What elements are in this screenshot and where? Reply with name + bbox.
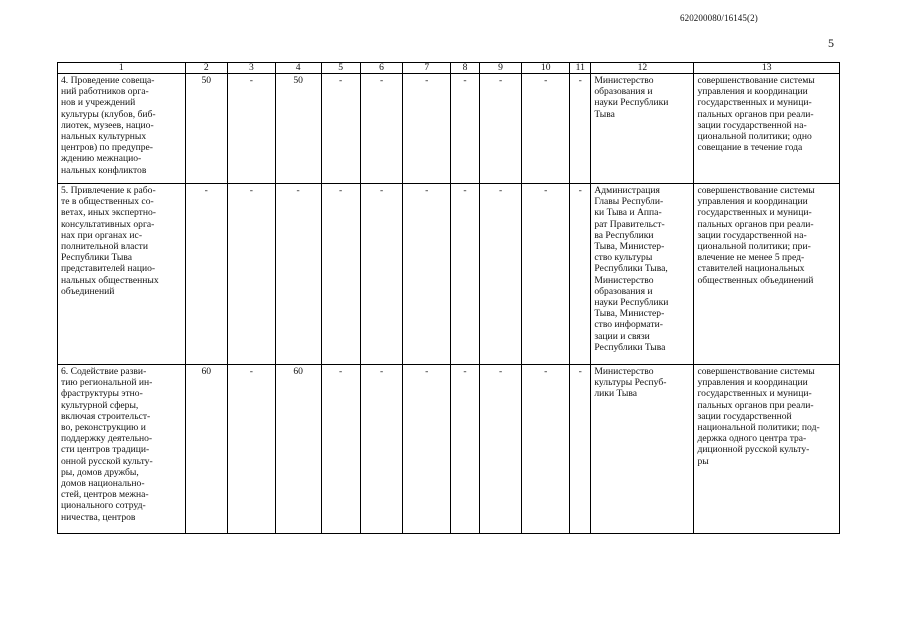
column-header: 6	[360, 63, 403, 74]
activity-cell: 6. Содействие разви- тию региональной ин- фраструктуры этно- культурной сферы, включая строительст- во, реконструкцию и поддержку деятельно- сти центров традици- онной русской культу- ры, домов дружбы, домов национально- стей, центров межна- ционального сотруд- ничества, центров	[58, 365, 186, 534]
responsible-cell: Администрация Главы Республи- ки Тыва и Аппа- рат Правительст- ва Республики Тыва, Министер- ство культуры Республики Тыва, Министерство образования и науки Республики Тыва, Министер- ство информати- зации и связи Республики Тыва	[591, 184, 694, 365]
column-header: 12	[591, 63, 694, 74]
activity-cell: 4. Проведение совеща- ний работников орга- нов и учреждений культуры (клубов, биб- лиотек, музеев, нацио- нальных культурных центров) по предупре- ждению межнацио- нальных конфликтов	[58, 74, 186, 184]
column-header: 2	[185, 63, 228, 74]
value-cell: 50	[185, 74, 228, 184]
result-cell: совершенствование системы управления и координации государственных и муници- пальных органов при реали- зации государственной на- циональной политики; одно совещание в течение года	[694, 74, 840, 184]
column-header: 1	[58, 63, 186, 74]
value-cell: -	[522, 365, 570, 534]
result-cell: совершенствование системы управления и координации государственных и муници- пальных органов при реали- зации государственной на- циональной политики; при- влечение не менее 5 пред- ставителей национальных общественных объединений	[694, 184, 840, 365]
value-cell: -	[451, 184, 480, 365]
value-cell: -	[403, 74, 451, 184]
value-cell: -	[479, 365, 522, 534]
page-number: 5	[828, 36, 834, 50]
column-header: 3	[228, 63, 276, 74]
column-header: 10	[522, 63, 570, 74]
value-cell: -	[451, 74, 480, 184]
value-cell: -	[403, 365, 451, 534]
table-header-row	[58, 63, 840, 74]
responsible-cell: Министерство образования и науки Республики Тыва	[591, 74, 694, 184]
column-header: 13	[694, 63, 840, 74]
value-cell: -	[321, 184, 360, 365]
table-row	[58, 365, 840, 534]
value-cell: 60	[185, 365, 228, 534]
value-cell: -	[451, 365, 480, 534]
column-header: 11	[570, 63, 591, 74]
value-cell: -	[360, 74, 403, 184]
value-cell: -	[360, 365, 403, 534]
value-cell: -	[570, 74, 591, 184]
table-row	[58, 184, 840, 365]
value-cell: -	[228, 365, 276, 534]
value-cell: 60	[275, 365, 321, 534]
column-header: 7	[403, 63, 451, 74]
value-cell: -	[321, 74, 360, 184]
column-header: 5	[321, 63, 360, 74]
column-header: 4	[275, 63, 321, 74]
activity-cell: 5. Привлечение к рабо- те в общественных со- ветах, иных экспертно- консультативных орга- нах при органах ис- полнительной власти Республики Тыва представителей нацио- нальных общественных объединений	[58, 184, 186, 365]
value-cell: -	[360, 184, 403, 365]
value-cell: -	[228, 184, 276, 365]
result-cell: совершенствование системы управления и координации государственных и муници- пальных органов при реали- зации государственной национальной политики; под- держка одного центра тра- диционной русской культу- ры	[694, 365, 840, 534]
value-cell: 50	[275, 74, 321, 184]
value-cell: -	[321, 365, 360, 534]
column-header: 9	[479, 63, 522, 74]
table-row	[58, 74, 840, 184]
value-cell: -	[522, 184, 570, 365]
value-cell: -	[228, 74, 276, 184]
value-cell: -	[185, 184, 228, 365]
document-id: 620200080/16145(2)	[680, 13, 758, 23]
value-cell: -	[403, 184, 451, 365]
value-cell: -	[522, 74, 570, 184]
value-cell: -	[275, 184, 321, 365]
value-cell: -	[479, 184, 522, 365]
activity-table	[57, 62, 840, 534]
value-cell: -	[570, 184, 591, 365]
value-cell: -	[570, 365, 591, 534]
responsible-cell: Министерство культуры Респуб- лики Тыва	[591, 365, 694, 534]
column-header: 8	[451, 63, 480, 74]
value-cell: -	[479, 74, 522, 184]
